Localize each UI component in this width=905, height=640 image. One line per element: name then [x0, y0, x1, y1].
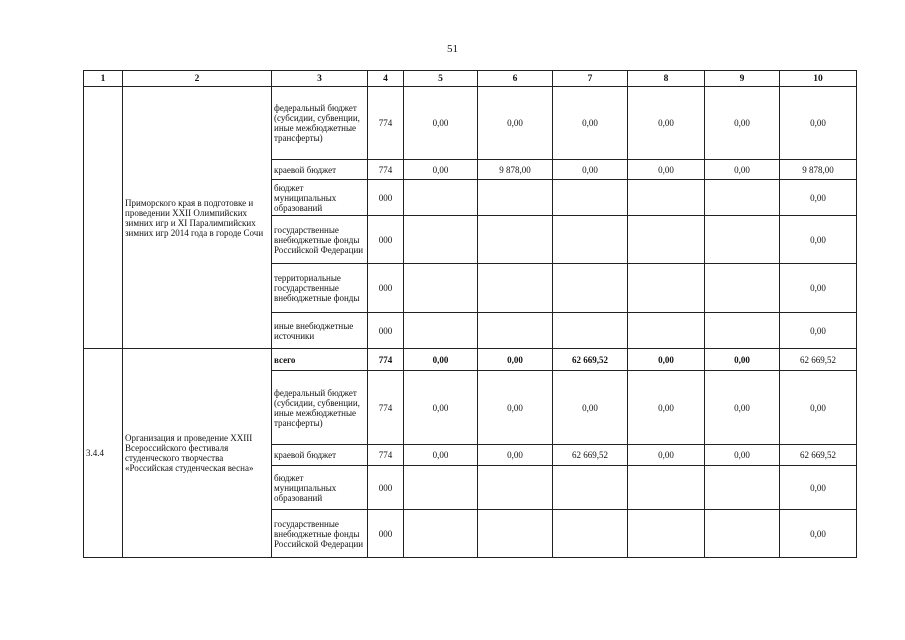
section-name: Приморского края в подготовке и проведении XXII Олимпийских зимних игр и XI Паралимпийских зимних игр 2014 года в городе Сочи — [123, 87, 272, 349]
total-cell: 0,00 — [780, 510, 857, 558]
budget-table — [83, 70, 857, 558]
value-cell: 0,00 — [628, 160, 705, 180]
value-cell: 0,00 — [553, 87, 628, 160]
value-cell: 0,00 — [478, 371, 553, 445]
value-cell: 0,00 — [553, 371, 628, 445]
value-cell — [628, 180, 705, 216]
column-header: 1 — [84, 71, 123, 87]
column-header: 8 — [628, 71, 705, 87]
table-header-row — [84, 71, 857, 87]
budget-code: 000 — [368, 180, 404, 216]
funding-source: бюджет муниципальных образований — [272, 180, 368, 216]
total-cell: 0,00 — [780, 216, 857, 264]
value-cell: 0,00 — [404, 87, 478, 160]
funding-source: всего — [272, 349, 368, 371]
column-header: 5 — [404, 71, 478, 87]
value-cell: 62 669,52 — [553, 349, 628, 371]
value-cell — [628, 264, 705, 313]
value-cell: 0,00 — [705, 349, 780, 371]
value-cell — [404, 180, 478, 216]
column-header: 10 — [780, 71, 857, 87]
value-cell: 0,00 — [404, 371, 478, 445]
budget-code: 774 — [368, 87, 404, 160]
total-cell: 0,00 — [780, 87, 857, 160]
table-row — [84, 87, 857, 160]
total-cell: 0,00 — [780, 264, 857, 313]
value-cell — [404, 466, 478, 510]
value-cell: 0,00 — [404, 349, 478, 371]
value-cell: 0,00 — [705, 445, 780, 466]
funding-source: федеральный бюджет (субсидии, субвенции, иные межбюджетные трансферты) — [272, 371, 368, 445]
value-cell: 0,00 — [478, 349, 553, 371]
column-header: 6 — [478, 71, 553, 87]
budget-code: 000 — [368, 466, 404, 510]
table-row-total — [84, 349, 857, 371]
value-cell — [705, 466, 780, 510]
total-cell: 0,00 — [780, 466, 857, 510]
budget-code: 774 — [368, 349, 404, 371]
column-header: 9 — [705, 71, 780, 87]
value-cell — [705, 313, 780, 349]
total-cell: 0,00 — [780, 180, 857, 216]
budget-code: 000 — [368, 313, 404, 349]
value-cell — [628, 216, 705, 264]
value-cell: 0,00 — [705, 160, 780, 180]
value-cell: 0,00 — [628, 87, 705, 160]
value-cell — [553, 216, 628, 264]
value-cell: 0,00 — [404, 160, 478, 180]
total-cell: 62 669,52 — [780, 349, 857, 371]
value-cell — [705, 216, 780, 264]
value-cell: 0,00 — [628, 349, 705, 371]
value-cell — [628, 510, 705, 558]
value-cell — [553, 510, 628, 558]
column-header: 4 — [368, 71, 404, 87]
value-cell — [553, 180, 628, 216]
value-cell — [404, 264, 478, 313]
budget-code: 000 — [368, 216, 404, 264]
value-cell: 62 669,52 — [553, 445, 628, 466]
value-cell: 0,00 — [404, 445, 478, 466]
budget-code: 000 — [368, 510, 404, 558]
value-cell — [404, 313, 478, 349]
total-cell: 9 878,00 — [780, 160, 857, 180]
section-id — [84, 87, 123, 349]
value-cell — [478, 180, 553, 216]
total-cell: 0,00 — [780, 371, 857, 445]
value-cell — [705, 180, 780, 216]
value-cell — [628, 313, 705, 349]
budget-code: 000 — [368, 264, 404, 313]
value-cell — [553, 264, 628, 313]
value-cell: 0,00 — [628, 445, 705, 466]
section-name: Организация и проведение XXIII Всероссийского фестиваля студенческого творчества «Российская студенческая весна» — [123, 349, 272, 558]
value-cell — [404, 216, 478, 264]
funding-source: краевой бюджет — [272, 160, 368, 180]
value-cell — [478, 216, 553, 264]
value-cell: 0,00 — [478, 445, 553, 466]
value-cell: 0,00 — [478, 87, 553, 160]
funding-source: территориальные государственные внебюджетные фонды — [272, 264, 368, 313]
value-cell — [628, 466, 705, 510]
total-cell: 62 669,52 — [780, 445, 857, 466]
total-cell: 0,00 — [780, 313, 857, 349]
value-cell — [404, 510, 478, 558]
value-cell: 0,00 — [628, 371, 705, 445]
value-cell: 9 878,00 — [478, 160, 553, 180]
funding-source: бюджет муниципальных образований — [272, 466, 368, 510]
funding-source: федеральный бюджет (субсидии, субвенции, иные межбюджетные трансферты) — [272, 87, 368, 160]
value-cell — [553, 466, 628, 510]
column-header: 2 — [123, 71, 272, 87]
value-cell — [705, 264, 780, 313]
value-cell — [478, 264, 553, 313]
value-cell — [478, 313, 553, 349]
funding-source: государственные внебюджетные фонды Российской Федерации — [272, 216, 368, 264]
value-cell: 0,00 — [705, 371, 780, 445]
budget-code: 774 — [368, 371, 404, 445]
funding-source: государственные внебюджетные фонды Российской Федерации — [272, 510, 368, 558]
value-cell: 0,00 — [705, 87, 780, 160]
value-cell — [478, 510, 553, 558]
funding-source: краевой бюджет — [272, 445, 368, 466]
budget-code: 774 — [368, 160, 404, 180]
value-cell — [478, 466, 553, 510]
value-cell: 0,00 — [553, 160, 628, 180]
funding-source: иные внебюджетные источники — [272, 313, 368, 349]
page-number: 51 — [447, 43, 458, 55]
value-cell — [553, 313, 628, 349]
budget-code: 774 — [368, 445, 404, 466]
column-header: 7 — [553, 71, 628, 87]
value-cell — [705, 510, 780, 558]
section-id: 3.4.4 — [84, 349, 123, 558]
column-header: 3 — [272, 71, 368, 87]
